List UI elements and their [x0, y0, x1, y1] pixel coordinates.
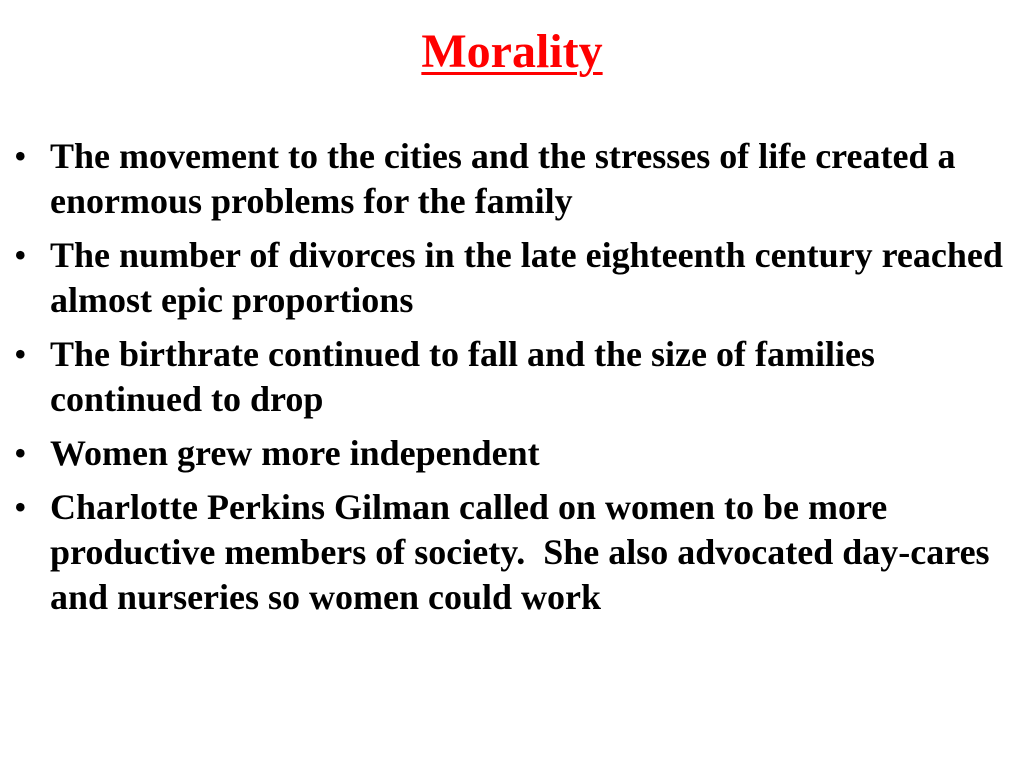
bullet-text: Charlotte Perkins Gilman called on women to be more productive members of society. She also advocated day-cares and nurseries so women could work [50, 487, 999, 617]
bullet-item [0, 134, 1024, 224]
bullet-item [0, 485, 1024, 620]
bullet-item [0, 233, 1024, 323]
bullet-icon: • [14, 136, 27, 176]
bullet-item [0, 332, 1024, 422]
slide-title: Morality [421, 25, 603, 78]
bullet-text: The movement to the cities and the stresses of life created a enormous problems for the family [50, 136, 965, 221]
bullet-text: Women grew more independent [50, 433, 540, 473]
bullet-item [0, 431, 1024, 476]
bullet-icon: • [14, 433, 27, 473]
bullet-text: The number of divorces in the late eighteenth century reached almost epic proportions [50, 235, 1012, 320]
bullet-icon: • [14, 487, 27, 527]
bullet-icon: • [14, 235, 27, 275]
bullet-list [0, 134, 1024, 629]
bullet-text: The birthrate continued to fall and the size of families continued to drop [50, 334, 884, 419]
bullet-icon: • [14, 334, 27, 374]
